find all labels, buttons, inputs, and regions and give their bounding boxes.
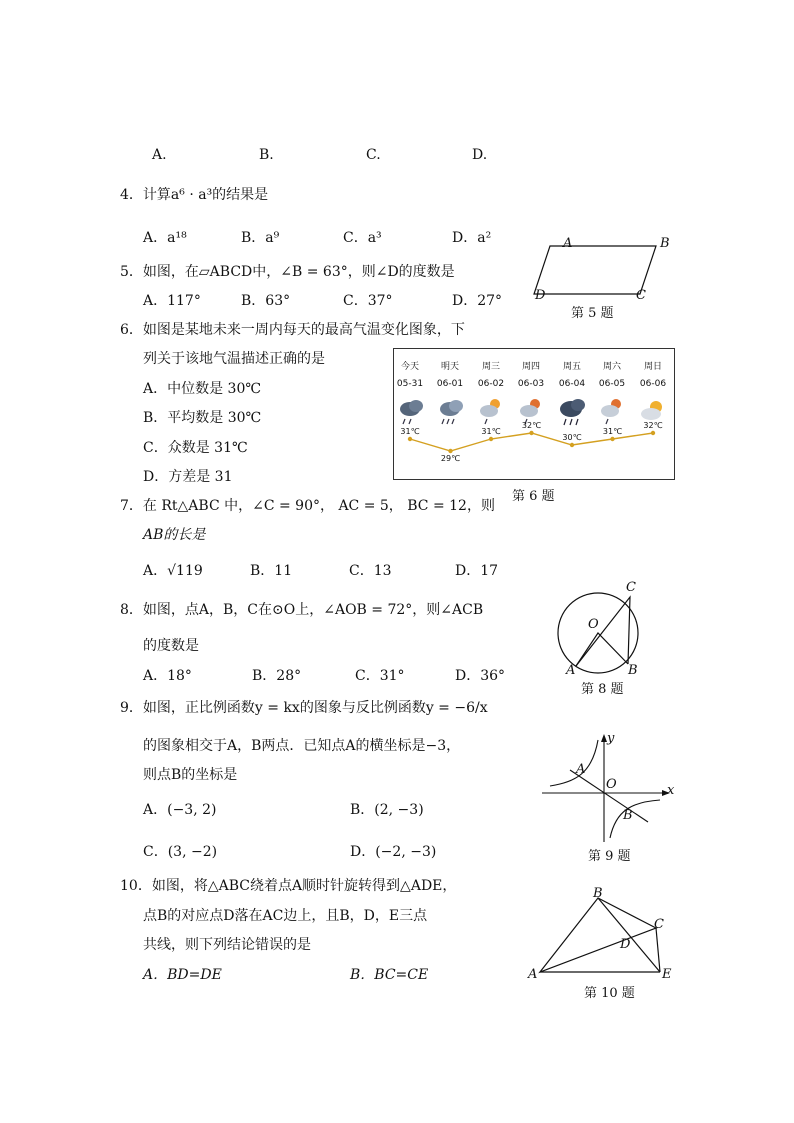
q10-stem-line2: 点B的对应点D落在AC边上，且B，D，E三点 (143, 908, 428, 924)
weather-date: 05-31 (396, 379, 424, 389)
q8-label-o: O (588, 617, 599, 632)
q10-label-d: D (620, 937, 631, 952)
weather-chart (393, 348, 675, 480)
q5-caption: 第 5 题 (571, 306, 614, 321)
temperature-label: 32℃ (643, 421, 663, 430)
q5-option-c: C．37° (343, 293, 393, 309)
temperature-point (570, 443, 574, 447)
q10-caption: 第 10 题 (584, 986, 635, 1001)
weather-date: 06-02 (477, 379, 505, 389)
q8-label-b: B (628, 663, 638, 678)
thunderstorm-icon (560, 399, 585, 425)
q6-option-b: B．平均数是 30℃ (143, 410, 262, 426)
q8-label-a: A (566, 663, 576, 678)
q4-option-d: D．a² (452, 230, 492, 246)
q7-stem-line1: 7．在 Rt△ABC 中，∠C = 90°， AC = 5， BC = 12，则 (120, 498, 495, 514)
temperature-label: 32℃ (521, 421, 542, 430)
q10-label-b: B (593, 886, 603, 901)
weather-date: 06-01 (436, 379, 464, 389)
q3-option-d: D. (472, 147, 488, 163)
q10-label-a: A (528, 967, 538, 982)
temperature-label: 30℃ (562, 433, 582, 442)
q3-option-a: A. (152, 147, 167, 163)
q8-label-c: C (626, 580, 636, 595)
weather-date: 06-04 (558, 379, 586, 389)
weather-day: 周六 (602, 362, 621, 372)
weather-day: 周三 (481, 362, 500, 372)
q6-option-d: D．方差是 31 (143, 469, 233, 485)
sun-rain-cloud-icon (601, 399, 621, 424)
temperature-point (610, 437, 614, 441)
q7-option-a: A．√119 (143, 563, 203, 579)
q5-option-a: A．117° (143, 293, 201, 309)
temperature-label: 31℃ (400, 427, 420, 436)
weather-date: 06-03 (517, 379, 545, 389)
temperature-label: 31℃ (602, 427, 623, 436)
rain-cloud-icon (440, 400, 463, 424)
weather-day: 明天 (440, 362, 459, 372)
q4-option-b: B．a⁹ (241, 230, 280, 246)
q7-stem-line2: AB的长是 (143, 527, 206, 543)
weather-day: 周日 (643, 362, 662, 372)
q5-stem: 5．如图，在▱ABCD中，∠B = 63°，则∠D的度数是 (120, 264, 455, 280)
q6-stem-line1: 6．如图是某地未来一周内每天的最高气温变化图象，下 (120, 322, 465, 338)
q7-option-d: D．17 (455, 563, 499, 579)
q9-option-c: C．(3, −2) (143, 844, 218, 860)
q6-stem-line2: 列关于该地气温描述正确的是 (143, 351, 325, 367)
q9-label-o: O (606, 777, 617, 792)
weather-day: 今天 (400, 362, 419, 372)
rain-cloud-icon (400, 400, 423, 424)
q4-stem: 4．计算a⁶ · a³的结果是 (120, 187, 269, 203)
q8-option-a: A．18° (143, 668, 192, 684)
q9-label-x: x (667, 783, 675, 798)
q9-label-a: A (576, 762, 586, 777)
q5-label-c: C (636, 288, 646, 303)
q9-caption: 第 9 题 (588, 849, 631, 864)
temperature-point (651, 431, 655, 435)
weather-date: 06-06 (639, 379, 667, 389)
q9-option-a: A．(−3, 2) (143, 802, 217, 818)
temperature-point (408, 437, 412, 441)
weather-day: 周五 (562, 362, 581, 372)
q10-stem-line3: 共线，则下列结论错误的是 (143, 937, 311, 953)
parallelogram-figure (530, 232, 680, 307)
q10-stem-line1: 10．如图，将△ABC绕着点A顺时针旋转得到△ADE， (120, 878, 457, 894)
q9-stem-line2: 的图象相交于A，B两点．已知点A的横坐标是−3， (143, 738, 461, 754)
temperature-label: 31℃ (481, 427, 501, 436)
q10-label-e: E (662, 967, 672, 982)
q8-option-d: D．36° (455, 668, 506, 684)
q8-option-b: B．28° (252, 668, 302, 684)
q8-stem-line1: 8．如图，点A，B，C在⊙O上，∠AOB = 72°，则∠ACB (120, 602, 484, 618)
q6-option-c: C．众数是 31℃ (143, 440, 248, 456)
q4-option-c: C．a³ (343, 230, 382, 246)
q3-option-b: B. (259, 147, 274, 163)
weather-graphics (394, 349, 674, 479)
q3-option-c: C. (366, 147, 381, 163)
q5-option-b: B．63° (241, 293, 291, 309)
q6-caption: 第 6 题 (512, 489, 555, 504)
temperature-label: 29℃ (440, 454, 461, 463)
q9-stem-line3: 则点B的坐标是 (143, 767, 238, 783)
q5-option-d: D．27° (452, 293, 503, 309)
temperature-point (489, 437, 493, 441)
q7-option-b: B．11 (250, 563, 293, 579)
q10-option-a: A．BD=DE (143, 967, 222, 983)
q9-label-y: y (607, 731, 615, 746)
q9-option-d: D．(−2, −3) (350, 844, 437, 860)
q5-label-d: D (535, 288, 546, 303)
q10-label-c: C (654, 917, 664, 932)
q9-option-b: B．(2, −3) (350, 802, 424, 818)
q8-stem-line2: 的度数是 (143, 638, 199, 654)
q10-option-b: B．BC=CE (350, 967, 429, 983)
q8-option-c: C．31° (355, 668, 405, 684)
q6-option-a: A．中位数是 30℃ (143, 381, 262, 397)
weather-day: 周四 (521, 362, 540, 372)
q9-stem-line1: 9．如图，正比例函数y = kx的图象与反比例函数y = −6/x (120, 700, 488, 716)
q8-caption: 第 8 题 (581, 682, 624, 697)
rotation-figure (530, 890, 670, 980)
sun-rain-cloud-icon (480, 399, 500, 424)
q9-label-b: B (623, 808, 633, 823)
temperature-point (529, 431, 533, 435)
temperature-point (448, 449, 452, 453)
q5-label-a: A (563, 236, 573, 251)
q5-label-b: B (660, 236, 670, 251)
q7-option-c: C．13 (349, 563, 392, 579)
weather-date: 06-05 (598, 379, 626, 389)
q4-option-a: A．a¹⁸ (143, 230, 187, 246)
partly-cloudy-icon (641, 401, 662, 420)
